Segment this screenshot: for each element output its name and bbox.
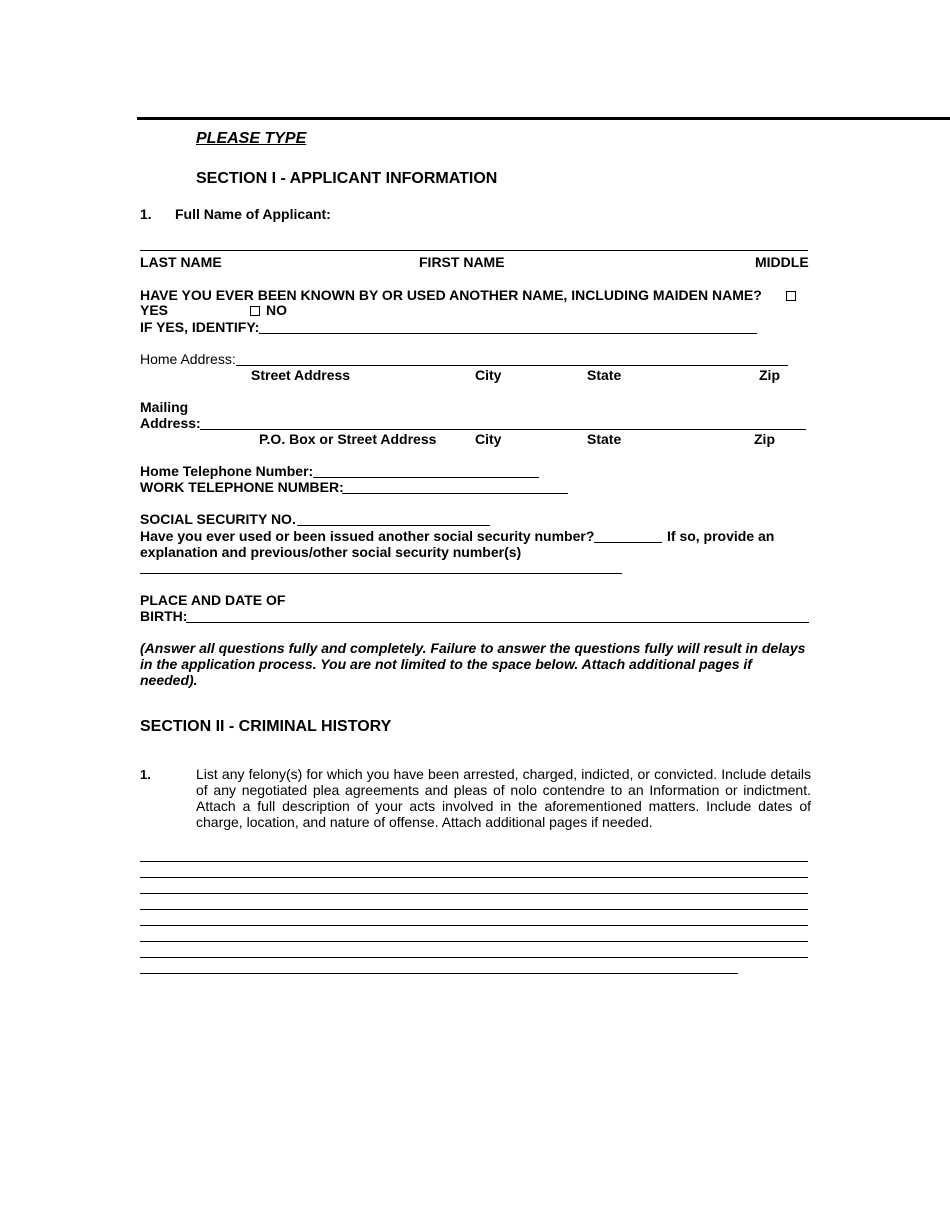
no-checkbox[interactable]: [250, 302, 260, 318]
mailing-label-line1: Mailing: [140, 399, 189, 415]
ssn-label: SOCIAL SECURITY NO.: [140, 511, 296, 527]
answer-line[interactable]: [140, 877, 808, 878]
middle-name-label: MIDDLE: [755, 254, 809, 270]
answer-line[interactable]: [140, 941, 808, 942]
top-rule: [137, 117, 950, 120]
home-address-label: Home Address:: [140, 351, 236, 367]
please-type-heading: PLEASE TYPE: [196, 130, 307, 147]
last-name-label: LAST NAME: [140, 254, 222, 270]
yes-checkbox[interactable]: [786, 287, 796, 303]
mailing-city-label: City: [475, 431, 502, 447]
mailing-label-line2: Address:: [140, 415, 201, 431]
q1-label: Full Name of Applicant:: [175, 206, 331, 222]
identify-line[interactable]: [259, 333, 757, 334]
yes-label: YES: [140, 302, 169, 318]
answer-line[interactable]: [140, 957, 808, 958]
identify-label: IF YES, IDENTIFY:: [140, 319, 260, 335]
ssn-line[interactable]: [297, 525, 490, 526]
mailing-zip-label: Zip: [754, 431, 775, 447]
other-ssn-question-line2: explanation and previous/other social security number(s): [140, 544, 522, 560]
mailing-state-label: State: [587, 431, 622, 447]
instructions-note: (Answer all questions fully and completely. Failure to answer the questions fully will result in delays in the application process. You are not limited to the space below. Attach additional pages if needed).: [140, 640, 806, 688]
home-state-label: State: [587, 367, 622, 383]
answer-line[interactable]: [140, 893, 808, 894]
s2-q1-text: List any felony(s) for which you have been arrested, charged, indicted, or convicted. Include details of any negotiated plea agreements and pleas of nolo contendre to an Information or indictment. Attach a full description of your acts involved in the aforementioned matters. Include dates of charge, location, and nature of offense. Attach additional pages if needed.: [196, 766, 811, 830]
mailing-address-line[interactable]: [200, 429, 806, 430]
section2-title: SECTION II - CRIMINAL HISTORY: [140, 718, 392, 735]
q1-number: 1.: [140, 206, 152, 222]
home-city-label: City: [475, 367, 502, 383]
birth-line[interactable]: [186, 622, 809, 623]
home-phone-label: Home Telephone Number:: [140, 463, 314, 479]
other-ssn-explanation-line[interactable]: [140, 573, 622, 574]
answer-line[interactable]: [140, 973, 738, 974]
mailing-street-label: P.O. Box or Street Address: [259, 431, 437, 447]
birth-label-line2: BIRTH:: [140, 608, 188, 624]
section1-title: SECTION I - APPLICANT INFORMATION: [196, 170, 498, 187]
answer-line[interactable]: [140, 925, 808, 926]
other-ssn-question-tail: If so, provide an: [667, 528, 775, 544]
answer-line[interactable]: [140, 909, 808, 910]
home-street-label: Street Address: [251, 367, 351, 383]
work-phone-label: WORK TELEPHONE NUMBER:: [140, 479, 344, 495]
other-ssn-question: Have you ever used or been issued another social security number?: [140, 528, 595, 544]
answer-line[interactable]: [140, 861, 808, 862]
full-name-line[interactable]: [140, 250, 808, 251]
home-address-line[interactable]: [236, 365, 788, 366]
no-label: NO: [266, 302, 287, 318]
first-name-label: FIRST NAME: [419, 254, 505, 270]
s2-q1-number: 1.: [140, 767, 151, 782]
other-ssn-answer-line[interactable]: [594, 542, 662, 543]
home-zip-label: Zip: [759, 367, 780, 383]
work-phone-line[interactable]: [342, 493, 568, 494]
other-name-question: HAVE YOU EVER BEEN KNOWN BY OR USED ANOTHER NAME, INCLUDING MAIDEN NAME?: [140, 287, 762, 303]
home-phone-line[interactable]: [313, 477, 539, 478]
birth-label-line1: PLACE AND DATE OF: [140, 592, 286, 608]
